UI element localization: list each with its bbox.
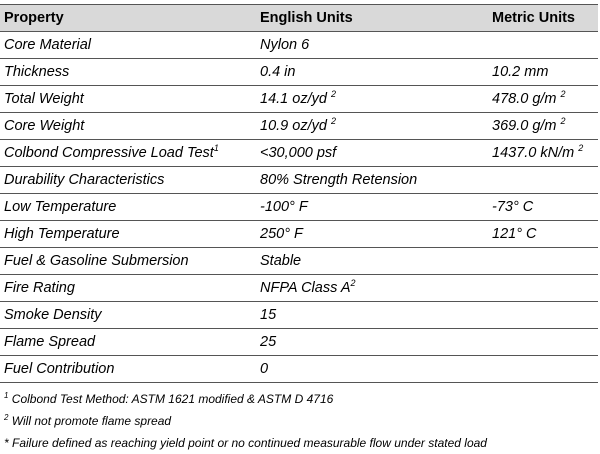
property-cell (0, 221, 256, 248)
metric-units-cell-text: -73° C (492, 199, 534, 215)
table-row (0, 194, 598, 221)
property-cell-text: High Temperature (4, 226, 120, 242)
property-cell (0, 59, 256, 86)
property-cell-text: Core Material (4, 37, 92, 53)
property-cell-text: Fire Rating (4, 280, 75, 296)
metric-units-cell-superscript: 2 (560, 89, 566, 99)
metric-units-cell (488, 302, 598, 329)
metric-units-cell (488, 32, 598, 59)
footnote (4, 388, 598, 410)
footnote (4, 410, 598, 432)
table-row (0, 221, 598, 248)
english-units-cell-text: 0 (260, 361, 269, 377)
table-row (0, 59, 598, 86)
table-row (0, 167, 598, 194)
property-cell-text: Colbond Compressive Load Test (4, 145, 214, 161)
english-units-cell (256, 329, 488, 356)
footnote-text: Colbond Test Method: ASTM 1621 modified & ASTM D 4716 (8, 392, 334, 406)
table-row (0, 86, 598, 113)
metric-units-cell (488, 86, 598, 113)
metric-units-cell (488, 221, 598, 248)
english-units-cell-superscript: 2 (330, 116, 336, 126)
metric-units-cell-text: 121° C (492, 226, 537, 242)
table-row (0, 140, 598, 167)
footnotes (4, 388, 598, 454)
english-units-cell-text: <30,000 psf (260, 145, 337, 161)
table-row (0, 356, 598, 383)
english-units-cell-text: Nylon 6 (260, 37, 310, 53)
property-cell (0, 275, 256, 302)
footnote-mark: 2 (4, 413, 9, 422)
metric-units-cell (488, 356, 598, 383)
property-cell-text: Fuel & Gasoline Submersion (4, 253, 189, 269)
english-units-cell-text: 25 (260, 334, 277, 350)
property-cell (0, 86, 256, 113)
english-units-cell (256, 194, 488, 221)
english-units-cell-text: 0.4 in (260, 64, 296, 80)
english-units-cell-text: 250° F (260, 226, 303, 242)
property-cell (0, 356, 256, 383)
table-row (0, 248, 598, 275)
english-units-cell (256, 140, 488, 167)
metric-units-cell (488, 59, 598, 86)
property-cell-text: Core Weight (4, 118, 85, 134)
header-metric-units: Metric Units (488, 5, 598, 32)
table-row (0, 275, 598, 302)
table-row (0, 113, 598, 140)
property-cell (0, 194, 256, 221)
property-cell (0, 140, 256, 167)
english-units-cell (256, 86, 488, 113)
english-units-cell (256, 275, 488, 302)
header-property: Property (0, 5, 256, 32)
footnote-mark: 1 (4, 391, 9, 400)
english-units-cell-text: 14.1 oz/yd (260, 91, 331, 107)
metric-units-cell-text: 1437.0 kN/m (492, 145, 579, 161)
property-cell (0, 167, 256, 194)
metric-units-cell-text: 10.2 mm (492, 64, 549, 80)
property-cell (0, 32, 256, 59)
property-cell (0, 113, 256, 140)
property-cell-text: Low Temperature (4, 199, 117, 215)
metric-units-cell (488, 248, 598, 275)
english-units-cell-text: 80% Strength Retension (260, 172, 418, 188)
english-units-cell (256, 59, 488, 86)
metric-units-cell (488, 140, 598, 167)
specifications-table (0, 4, 598, 383)
english-units-cell (256, 302, 488, 329)
property-cell-text: Flame Spread (4, 334, 96, 350)
metric-units-cell (488, 194, 598, 221)
english-units-cell (256, 113, 488, 140)
property-cell-text: Fuel Contribution (4, 361, 115, 377)
metric-units-cell-text: 369.0 g/m (492, 118, 561, 134)
table-body (0, 32, 598, 383)
footnote (4, 432, 598, 454)
property-cell-text: Durability Characteristics (4, 172, 165, 188)
metric-units-cell (488, 167, 598, 194)
table-header-row (0, 5, 598, 32)
footnote-text: Will not promote flame spread (8, 414, 172, 428)
table-row (0, 302, 598, 329)
english-units-cell-text: 10.9 oz/yd (260, 118, 331, 134)
english-units-cell-text: Stable (260, 253, 302, 269)
english-units-cell-text: NFPA Class A (260, 280, 351, 296)
english-units-cell (256, 248, 488, 275)
english-units-cell (256, 32, 488, 59)
table-row (0, 329, 598, 356)
metric-units-cell-superscript: 2 (560, 116, 566, 126)
property-cell (0, 302, 256, 329)
property-cell-superscript: 1 (213, 143, 219, 153)
english-units-cell (256, 221, 488, 248)
metric-units-cell-text: 478.0 g/m (492, 91, 561, 107)
english-units-cell-text: -100° F (260, 199, 308, 215)
metric-units-cell (488, 113, 598, 140)
property-cell (0, 329, 256, 356)
metric-units-cell (488, 275, 598, 302)
english-units-cell-text: 15 (260, 307, 277, 323)
property-cell-text: Total Weight (4, 91, 84, 107)
header-english-units: English Units (256, 5, 488, 32)
english-units-cell (256, 356, 488, 383)
property-cell-text: Thickness (4, 64, 70, 80)
property-cell (0, 248, 256, 275)
english-units-cell-superscript: 2 (330, 89, 336, 99)
english-units-cell-superscript: 2 (350, 278, 356, 288)
property-cell-text: Smoke Density (4, 307, 102, 323)
table-row (0, 32, 598, 59)
metric-units-cell-superscript: 2 (578, 143, 584, 153)
english-units-cell (256, 167, 488, 194)
footnote-text: * Failure defined as reaching yield point or no continued measurable flow under stated load (4, 436, 487, 450)
metric-units-cell (488, 329, 598, 356)
